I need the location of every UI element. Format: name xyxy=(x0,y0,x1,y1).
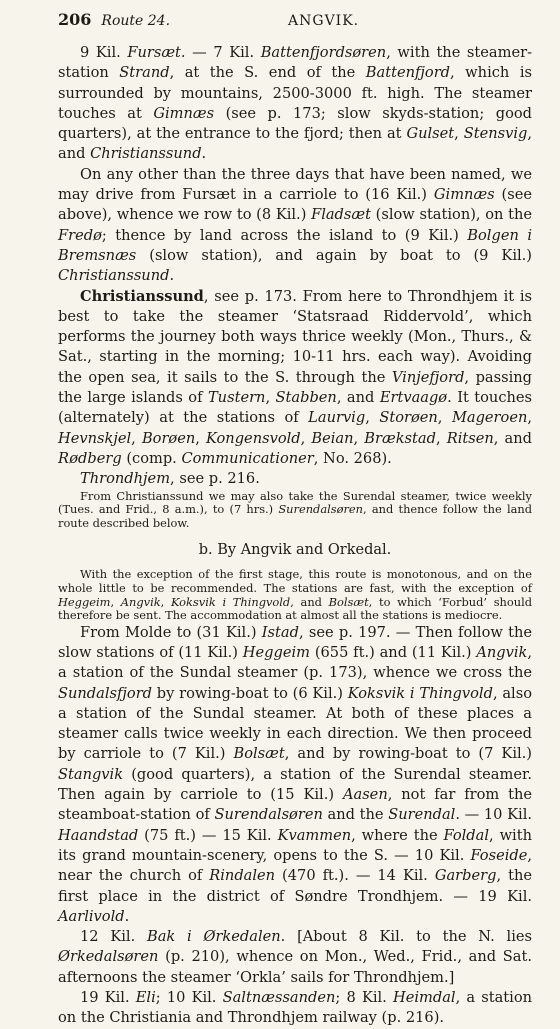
text-run: (470 ft.). — 14 Kil. xyxy=(275,867,435,885)
text-run: , xyxy=(300,429,312,447)
text-run: . xyxy=(201,145,207,163)
italic-text: Surendalsøren xyxy=(214,806,323,824)
text-run: , a station of the Sundal steamer (p. 173), whence we cross the xyxy=(58,643,532,682)
italic-text: Heggeim xyxy=(58,594,111,609)
text-run: , xyxy=(353,429,365,447)
text-run: , xyxy=(265,389,276,407)
text-run: , see p. 173. From here to Throndhjem it is best to take the steamer ‘Statsraad Riddervold’, which performs the journey both ways thrice weekly (Mon., Thurs., & Sat., starting in the morning; 10-11 hrs. each way). Avoiding the open sea, it sails to the S. through the xyxy=(58,287,532,386)
bold-text: Christianssund xyxy=(80,287,204,305)
italic-text: Kongensvold xyxy=(206,429,301,447)
italic-text: Hevnskjel xyxy=(58,429,132,447)
route-label: Route 24. xyxy=(101,13,171,29)
text-run: , see p. 197. — Then follow the slow stations of (11 Kil.) xyxy=(58,623,533,661)
route-description xyxy=(58,623,532,1029)
text-run: , where the xyxy=(351,826,444,844)
text-run: , passing the large islands of xyxy=(58,368,532,407)
italic-text: Gimnæs xyxy=(153,104,215,122)
italic-text: Koksvik i Thingvold xyxy=(170,594,291,609)
text-run: . [About 8 Kil. to the N. lies xyxy=(280,928,532,946)
italic-text: Tustern xyxy=(207,389,266,407)
italic-text: Gimnæs xyxy=(433,186,495,204)
text-run: , a station on the Christiania and Throndhjem railway (p. 216). xyxy=(58,989,533,1027)
text-run: . It touches (alternately) at the stations of xyxy=(58,389,533,427)
text-run: , which is surrounded by mountains, 2500-3000 ft. high. The steamer touches at xyxy=(58,64,532,122)
italic-text: Angvik xyxy=(120,594,161,609)
italic-text: Bolsæt xyxy=(233,745,285,763)
paragraph-surendal-steamer xyxy=(58,490,532,531)
paragraph-molde-route xyxy=(58,623,532,927)
italic-text: Bolsæt xyxy=(328,594,369,609)
text-run: , xyxy=(195,429,207,447)
text-run: (good quarters), a station of the Surendal steamer. Then again by carriole to (15 Kil.) xyxy=(58,765,532,804)
text-run: , to which ‘Forbud’ should therefore be sent. The accommodation at almost all the stations is mediocre. xyxy=(58,594,533,623)
italic-text: Garberg xyxy=(434,867,497,885)
italic-text: Vinjefjord xyxy=(391,368,465,386)
text-run: , at the S. end of the xyxy=(169,64,366,82)
italic-text: Ørkedalsøren xyxy=(58,948,159,966)
italic-text: Angvik xyxy=(476,643,528,661)
text-run: With the exception of the first stage, this route is monotonous, and on the whole little to be recommended. The stations are fast, with the exception of xyxy=(58,567,532,595)
italic-text: Aarlivold xyxy=(58,907,125,925)
text-run: (see above), whence we row to (8 Kil.) xyxy=(58,186,532,224)
italic-text: Mageroen xyxy=(451,409,528,427)
text-run: , xyxy=(365,409,380,427)
text-run: ; 8 Kil. xyxy=(335,989,393,1007)
page-header xyxy=(58,10,532,29)
italic-text: Foseide xyxy=(470,846,528,864)
italic-text: Beian xyxy=(311,429,354,447)
italic-text: Brækstad xyxy=(364,429,436,447)
italic-text: Bak i Ørkedalen xyxy=(147,928,281,946)
text-run: (75 ft.) — 15 Kil. xyxy=(138,826,278,844)
italic-text: Rindalen xyxy=(209,867,276,885)
text-run: , and thence follow the land route described below. xyxy=(58,502,533,530)
italic-text: Gulset xyxy=(406,125,455,143)
text-run: From Christianssund we may also take the Surendal steamer, twice weekly (Tues. and Frid., 8 a.m.), to (7 hrs.) xyxy=(58,488,532,517)
section-title xyxy=(58,542,532,558)
text-run: — 7 Kil. xyxy=(185,44,261,61)
italic-text: Battenfjordsøren xyxy=(260,44,387,61)
text-run: (slow station), and again by boat to (9 Kil.) xyxy=(136,246,532,264)
italic-text: Sundalsfjord xyxy=(58,684,153,702)
section-title-text: b. By Angvik and Orkedal. xyxy=(198,542,392,559)
text-run: 9 Kil. xyxy=(80,44,128,61)
text-run: , and by rowing-boat to (7 Kil.) xyxy=(284,745,532,763)
italic-text: Stabben xyxy=(275,389,337,407)
italic-text: Kvammen xyxy=(277,826,352,844)
text-run: , near the church of xyxy=(58,846,532,885)
text-run: . xyxy=(169,267,175,285)
italic-text: Surendalsøren xyxy=(278,502,363,517)
paragraph-fursaet xyxy=(58,43,532,165)
italic-text: Bolgen i Bremsnæs xyxy=(58,226,532,264)
text-run: and the xyxy=(322,806,389,824)
italic-text: Koksvik i Thingvold xyxy=(347,684,493,702)
italic-text: Christianssund xyxy=(58,267,170,285)
text-run: , xyxy=(437,409,452,427)
italic-text: Communicationer xyxy=(181,449,314,467)
text-run: by rowing-boat to (6 Kil.) xyxy=(152,684,348,702)
italic-text: Strand xyxy=(119,64,170,82)
italic-text: Stensvig xyxy=(463,125,528,143)
italic-text: Eli xyxy=(135,989,156,1007)
text-run: , and xyxy=(290,594,329,609)
running-title: ANGVIK. xyxy=(288,13,360,29)
italic-text: Laurvig xyxy=(308,409,366,427)
text-run: (see p. 173; slow skyds-station; good quarters), at the entrance to the fjord; then at xyxy=(58,104,532,143)
note-surendal xyxy=(58,490,532,531)
main-text xyxy=(58,43,532,490)
italic-text: Saltnæssanden xyxy=(222,989,336,1007)
text-run: 19 Kil. xyxy=(80,989,136,1007)
text-run: From Molde to (31 Kil.) xyxy=(80,623,262,641)
text-run: , not far from the steamboat-station of xyxy=(58,786,532,824)
italic-text: Battenfjord xyxy=(365,64,451,82)
text-run: ; thence by land across the island to (9 Kil.) xyxy=(101,226,468,244)
text-run: , xyxy=(131,429,142,447)
italic-text: Stangvik xyxy=(58,765,124,783)
italic-text: Istad xyxy=(261,623,299,641)
italic-text: Foldal xyxy=(443,826,490,844)
text-run: , xyxy=(110,594,121,609)
italic-text: Ritsen xyxy=(446,429,494,447)
text-run: (comp. xyxy=(121,449,182,467)
text-run: , xyxy=(435,429,447,447)
text-run: , the first place in the district of Søndre Trondhjem. — 19 Kil. xyxy=(58,867,532,905)
text-run: , also a station of the Sundal steamer. At both of these places a steamer calls twice weekly in each direction. We then proceed by carriole to (7 Kil.) xyxy=(58,684,532,763)
text-run: , xyxy=(160,594,171,609)
text-run: , xyxy=(527,409,532,427)
page-number: 206 xyxy=(58,10,92,29)
italic-text: Heimdal xyxy=(392,989,456,1007)
text-run: , xyxy=(454,125,464,143)
text-run: On any other than the three days that have been named, we may drive from Fursæt in a carriole to (16 Kil.) xyxy=(58,165,532,204)
italic-text: Fursæt. xyxy=(127,44,186,61)
text-run: , with its grand mountain-scenery, opens to the S. — 10 Kil. xyxy=(58,826,532,864)
italic-text: Throndhjem xyxy=(80,470,171,488)
italic-text: Ertvaagø xyxy=(379,389,448,407)
italic-text: Storøen xyxy=(379,409,438,427)
text-run: (p. 210), whence on Mon., Wed., Frid., and Sat. afternoons the steamer ‘Orkla’ sails for Throndhjem.] xyxy=(58,948,532,986)
italic-text: Fredø xyxy=(58,226,102,244)
italic-text: Christianssund xyxy=(90,145,202,163)
text-run: , and xyxy=(58,125,532,163)
paragraph-bak-i-orkedalen xyxy=(58,927,532,988)
italic-text: Heggeim xyxy=(242,643,310,661)
italic-text: Rødberg xyxy=(58,449,122,467)
paragraph-alternative-route xyxy=(58,165,532,287)
italic-text: Aasen xyxy=(342,786,388,804)
text-run: (655 ft.) and (11 Kil.) xyxy=(310,643,477,661)
paragraph-eli-heimdal xyxy=(58,988,532,1029)
text-run: . xyxy=(124,907,130,925)
text-run: , with the steamer-station xyxy=(58,44,533,82)
text-run: , see p. 216. xyxy=(170,470,260,488)
text-run: ; 10 Kil. xyxy=(155,989,223,1007)
paragraph-christianssund xyxy=(58,287,532,470)
text-run: (slow station), on the xyxy=(370,206,532,224)
text-run: , and xyxy=(493,429,532,447)
italic-text: Haandstad xyxy=(58,826,139,844)
paragraph-route-remarks xyxy=(58,568,532,622)
italic-text: Borøen xyxy=(141,429,196,447)
paragraph-throndhjem xyxy=(58,469,532,489)
text-run: , No. 268). xyxy=(313,449,392,467)
text-run: , and xyxy=(336,389,380,407)
text-run: . — 10 Kil. xyxy=(455,806,532,824)
italic-text: Fladsæt xyxy=(311,206,371,224)
text-run: 12 Kil. xyxy=(80,928,147,946)
note-route-quality xyxy=(58,568,532,622)
italic-text: Surendal xyxy=(388,806,456,824)
